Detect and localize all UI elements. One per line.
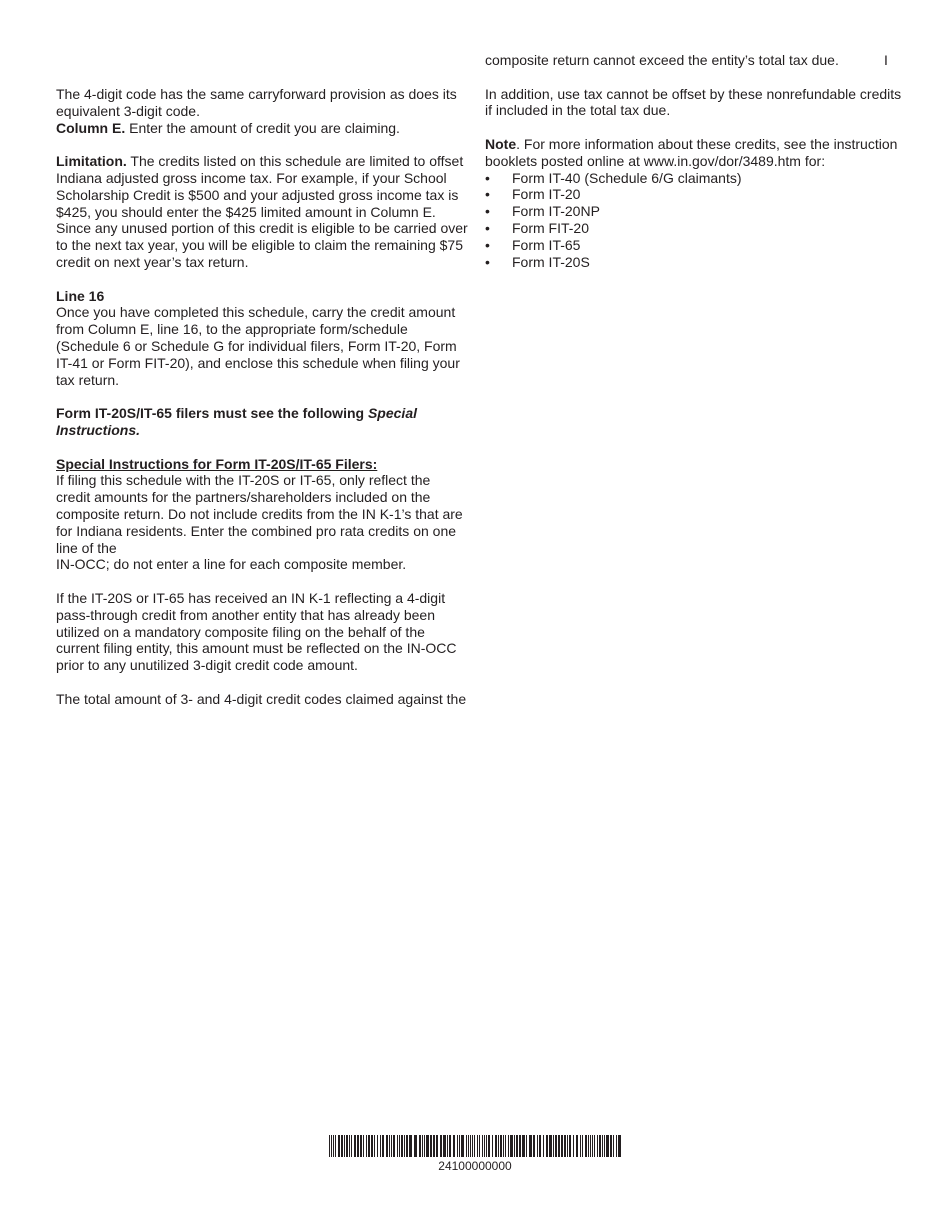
barcode-bar	[393, 1135, 395, 1157]
barcode-bar	[391, 1135, 392, 1157]
list-item: • Form IT-20S	[485, 253, 590, 270]
barcode-bar	[588, 1135, 589, 1157]
barcode-bar	[380, 1135, 381, 1157]
barcode-bar	[590, 1135, 591, 1157]
barcode-bar	[346, 1135, 348, 1157]
bullet-icon: •	[485, 236, 490, 253]
barcode-bar	[616, 1135, 617, 1157]
note-paragraph	[485, 136, 910, 170]
barcode-bar	[426, 1135, 429, 1157]
barcode-bar	[443, 1135, 446, 1157]
barcode-bar	[424, 1135, 425, 1157]
barcode-bar	[510, 1135, 513, 1157]
barcode-bar	[599, 1135, 601, 1157]
barcode-bar	[582, 1135, 583, 1157]
barcode-bar	[461, 1135, 464, 1157]
barcode-bar	[558, 1135, 560, 1157]
barcode-bar	[567, 1135, 568, 1157]
barcode-bar	[613, 1135, 614, 1157]
barcode-bar	[604, 1135, 605, 1157]
barcode-number: 24100000000	[438, 1159, 512, 1173]
barcode-bar	[561, 1135, 563, 1157]
barcode-bar	[349, 1135, 350, 1157]
barcode-bar	[419, 1135, 421, 1157]
barcode-bar	[447, 1135, 448, 1157]
barcode-bar	[335, 1135, 336, 1157]
barcode-bar	[514, 1135, 515, 1157]
barcode-bar	[505, 1135, 506, 1157]
barcode-bar	[331, 1135, 332, 1157]
barcode-bar	[338, 1135, 340, 1157]
line16-heading: Line 16	[56, 287, 105, 304]
barcode-bar	[533, 1135, 535, 1157]
forms-list	[485, 170, 910, 271]
barcode-bar	[526, 1135, 527, 1157]
barcode-bar	[449, 1135, 451, 1157]
barcode-bar	[498, 1135, 499, 1157]
barcode-bar	[344, 1135, 345, 1157]
barcode-bar	[401, 1135, 403, 1157]
carryforward-paragraph: The 4-digit code has the same carryforward provision as does its equivalent 3-digit code.	[56, 86, 457, 119]
barcode-bar	[503, 1135, 504, 1157]
barcode-bar	[549, 1135, 552, 1157]
barcode-bar	[553, 1135, 554, 1157]
barcode-bar	[492, 1135, 493, 1157]
barcode-bar	[360, 1135, 362, 1157]
barcode-bar	[585, 1135, 587, 1157]
barcode-bar	[366, 1135, 367, 1157]
barcode-icon	[329, 1135, 621, 1157]
special-paragraph-1: If filing this schedule with the IT-20S or IT-65, only reflect the credit amounts for the partners/shareholders included on the composite return. Do not include credits from the IN K-1’s that are for Indiana residents. Enter the combined pro rata credits on one line of the	[56, 472, 463, 556]
barcode-bar	[436, 1135, 438, 1157]
bullet-icon: •	[485, 186, 490, 203]
barcode-bar	[397, 1135, 398, 1157]
barcode-bar	[555, 1135, 557, 1157]
barcode-bar	[371, 1135, 373, 1157]
barcode-bar	[474, 1135, 475, 1157]
barcode-bar	[618, 1135, 621, 1157]
barcode-bar	[341, 1135, 343, 1157]
barcode-bar	[459, 1135, 460, 1157]
barcode-bar	[606, 1135, 609, 1157]
barcode-bar	[500, 1135, 502, 1157]
barcode-bar	[564, 1135, 566, 1157]
barcode-bar	[477, 1135, 478, 1157]
special-paragraph-1b: IN-OCC; do not enter a line for each composite member.	[56, 556, 407, 573]
barcode-bar	[539, 1135, 541, 1157]
limitation-label: Limitation.	[56, 153, 127, 170]
barcode-bar	[519, 1135, 521, 1157]
barcode-bar	[430, 1135, 432, 1157]
bullet-icon: •	[485, 253, 490, 270]
list-item: • Form IT-65	[485, 236, 581, 253]
bullet-icon: •	[485, 169, 490, 186]
barcode-bar	[468, 1135, 469, 1157]
barcode-bar	[516, 1135, 518, 1157]
filers-note-bold: Form IT-20S/IT-65 filers must see the following	[56, 405, 368, 422]
barcode-bar	[363, 1135, 364, 1157]
list-item: • Form FIT-20	[485, 219, 590, 236]
barcode-bar	[580, 1135, 581, 1157]
barcode-bar	[576, 1135, 578, 1157]
list-item: • Form IT-20NP	[485, 203, 600, 220]
barcode-bar	[495, 1135, 497, 1157]
limitation-paragraph	[56, 153, 468, 271]
list-item: • Form IT-20	[485, 186, 581, 203]
barcode-bar	[453, 1135, 455, 1157]
barcode-bar	[543, 1135, 544, 1157]
limitation-text: The credits listed on this schedule are limited to offset Indiana adjusted gross income tax. For example, if your School Scholarship Credit is $500 and your adjusted gross income tax is $425, you should enter the $425 limited amount in Column E. Since any unused portion of this credit is eligible to be carried over to the next tax year, you will be eligible to claim the remaining $75 credit on next year’s tax return.	[56, 153, 468, 270]
barcode-bar	[457, 1135, 458, 1157]
list-item: • Form IT-40 (Schedule 6/G claimants)	[485, 169, 742, 186]
barcode-bar	[433, 1135, 435, 1157]
barcode-bar	[610, 1135, 612, 1157]
barcode-bar	[546, 1135, 548, 1157]
special-paragraph-2: If the IT-20S or IT-65 has received an IN K-1 reflecting a 4-digit pass-through credit from another entity that has already been utilized on a mandatory composite filing on the behalf of the current filing entity, this amount must be reflected on the IN-OCC prior to any unutilized 3-digit credit code amount.	[56, 589, 457, 674]
bullet-icon: •	[485, 219, 490, 236]
note-text: . For more information about these credits, see the instruction booklets posted online at www.in.gov/dor/3489.htm for:	[485, 135, 898, 169]
barcode-bar	[602, 1135, 603, 1157]
left-column	[56, 86, 468, 707]
barcode-bar	[597, 1135, 598, 1157]
barcode-bar	[354, 1135, 356, 1157]
barcode-bar	[333, 1135, 334, 1157]
continuation-paragraph: composite return cannot exceed the entity’s total tax due.	[485, 52, 839, 68]
barcode-bar	[537, 1135, 538, 1157]
column-e-text: Enter the amount of credit you are claiming.	[125, 119, 400, 136]
bullet-icon: •	[485, 203, 490, 220]
barcode-bar	[386, 1135, 388, 1157]
barcode-bar	[482, 1135, 483, 1157]
barcode-bar	[569, 1135, 571, 1157]
barcode-bar	[422, 1135, 423, 1157]
barcode-bar	[592, 1135, 593, 1157]
barcode-bar	[522, 1135, 525, 1157]
barcode-bar	[479, 1135, 480, 1157]
barcode-bar	[529, 1135, 532, 1157]
barcode-bar	[351, 1135, 352, 1157]
special-paragraph-3: The total amount of 3- and 4-digit credit codes claimed against the	[56, 690, 467, 707]
barcode-bar	[404, 1135, 405, 1157]
barcode-bar	[472, 1135, 473, 1157]
filers-note-italic: Special Instructions.	[56, 405, 417, 438]
barcode-bar	[377, 1135, 378, 1157]
barcode-bar	[486, 1135, 487, 1157]
column-e-label: Column E.	[56, 119, 126, 136]
barcode-bar	[399, 1135, 400, 1157]
barcode-bar	[508, 1135, 509, 1157]
barcode-bar	[374, 1135, 375, 1157]
use-tax-paragraph: In addition, use tax cannot be offset by these nonrefundable credits if included in the total tax due.	[485, 85, 902, 119]
barcode-bar	[389, 1135, 390, 1157]
barcode-bar	[573, 1135, 574, 1157]
column-e-paragraph	[56, 120, 468, 137]
barcode-bar	[382, 1135, 384, 1157]
barcode-bar	[470, 1135, 471, 1157]
barcode-bar	[466, 1135, 467, 1157]
barcode-bar	[406, 1135, 408, 1157]
barcode-bar	[440, 1135, 442, 1157]
line16-paragraph: Once you have completed this schedule, carry the credit amount from Column E, line 16, to the appropriate form/schedule (Schedule 6 or Schedule G for individual filers, Form IT-20, Form IT-41 or Form FIT-20), and enclose this schedule when filing your tax return.	[56, 304, 460, 388]
barcode-bar	[409, 1135, 412, 1157]
barcode-bar	[414, 1135, 417, 1157]
barcode-bar	[488, 1135, 490, 1157]
barcode-block	[329, 1135, 621, 1173]
note-label: Note	[485, 135, 517, 152]
corner-mark: I	[884, 52, 888, 68]
right-column	[485, 52, 910, 270]
barcode-bar	[329, 1135, 330, 1157]
barcode-bar	[357, 1135, 359, 1157]
filers-note	[56, 405, 468, 439]
barcode-bar	[594, 1135, 595, 1157]
barcode-bar	[368, 1135, 370, 1157]
barcode-bar	[484, 1135, 485, 1157]
special-instructions-heading: Special Instructions for Form IT-20S/IT-65 Filers:	[56, 455, 378, 472]
